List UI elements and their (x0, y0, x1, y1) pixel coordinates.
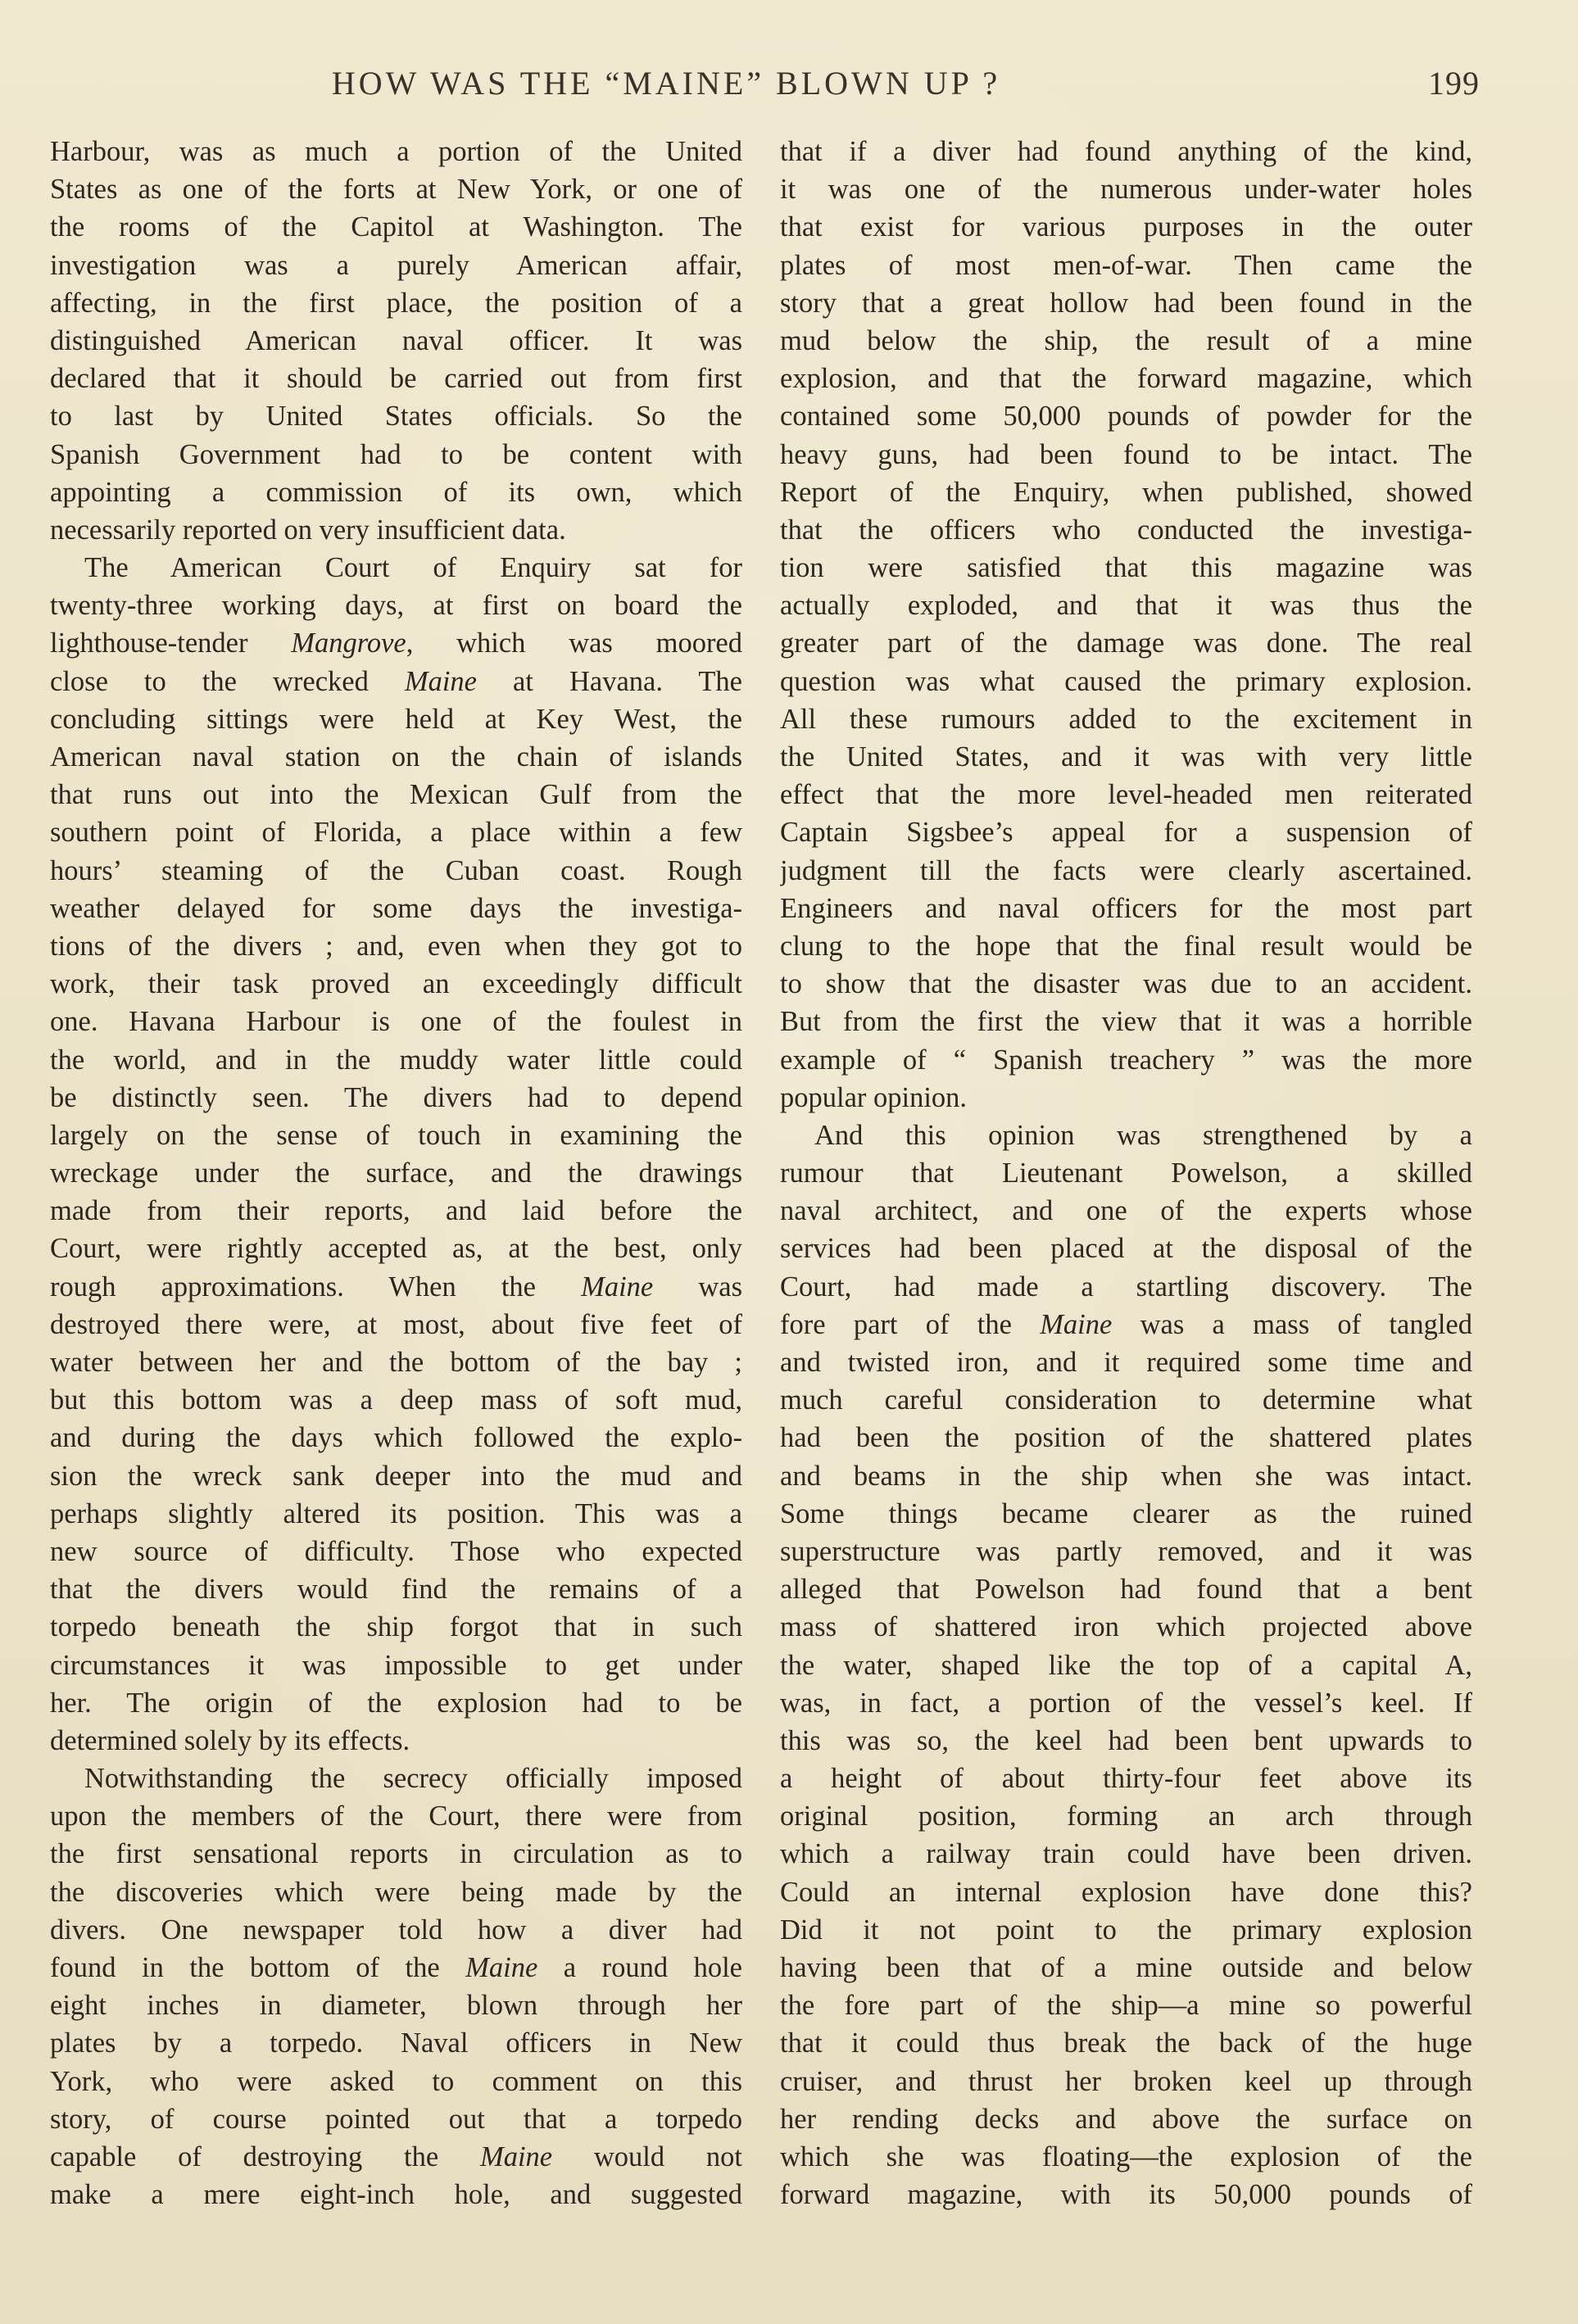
text-line: that the officers who conducted the investiga- (780, 514, 1472, 546)
text-line: plates by a torpedo. Naval officers in New (50, 2027, 742, 2059)
text-line: one. Havana Harbour is one of the foulest in (50, 1006, 742, 1038)
text-line: but this bottom was a deep mass of soft mud, (50, 1384, 742, 1416)
text-line: destroyed there were, at most, about five feet of (50, 1308, 742, 1340)
text-line: to show that the disaster was due to an accident. (780, 968, 1472, 1000)
text-line: declared that it should be carried out from first (50, 363, 742, 395)
ship-name-italic: Maine (479, 2141, 553, 2172)
text-line: contained some 50,000 pounds of powder for the (780, 401, 1472, 433)
text-run: was (653, 1271, 742, 1302)
text-run: lighthouse-tender (50, 627, 292, 659)
text-line: tions of the divers ; and, even when they got to (50, 930, 742, 962)
text-line: make a mere eight-inch hole, and suggested (50, 2179, 742, 2211)
text-run: , which was moored (406, 627, 742, 659)
text-line: weather delayed for some days the investiga- (50, 892, 742, 924)
text-line: circumstances it was impossible to get under (50, 1649, 742, 1681)
text-line: clung to the hope that the final result would be (780, 930, 1472, 962)
text-line: the fore part of the ship—a mine so powerful (780, 1990, 1472, 2022)
text-line: Did it not point to the primary explosion (780, 1914, 1472, 1946)
text-line: American naval station on the chain of islands (50, 741, 742, 772)
text-line: Court, were rightly accepted as, at the best, only (50, 1233, 742, 1265)
text-line: much careful consideration to determine what (780, 1384, 1472, 1416)
text-line: mass of shattered iron which projected above (780, 1611, 1472, 1643)
text-line: perhaps slightly altered its position. This was a (50, 1497, 742, 1529)
text-line: mud below the ship, the result of a mine (780, 324, 1472, 356)
text-run: close to the wrecked (50, 665, 405, 697)
text-line: Spanish Government had to be content with (50, 438, 742, 470)
text-line: divers. One newspaper told how a diver had (50, 1914, 742, 1946)
text-line: Report of the Enquiry, when published, showed (780, 476, 1472, 508)
right-text-column (780, 133, 1472, 2213)
text-line: forward magazine, with its 50,000 pounds of (780, 2179, 1472, 2211)
text-line: sion the wreck sank deeper into the mud and (50, 1460, 742, 1492)
text-line: necessarily reported on very insufficient data. (50, 514, 566, 546)
text-line: largely on the sense of touch in examining the (50, 1119, 742, 1151)
text-line: the discoveries which were being made by the (50, 1876, 742, 1908)
text-line: But from the first the view that it was a horrible (780, 1006, 1472, 1038)
ship-name-italic: Maine (465, 1952, 538, 1983)
text-run: was a mass of tangled (1112, 1308, 1472, 1340)
text-line: upon the members of the Court, there were from (50, 1801, 742, 1832)
text-line: actually exploded, and that it was thus the (780, 590, 1472, 622)
text-line: alleged that Powelson had found that a bent (780, 1574, 1472, 1606)
text-line: that it could thus break the back of the huge (780, 2027, 1472, 2059)
text-line: the water, shaped like the top of a capital A, (780, 1649, 1472, 1681)
text-line: services had been placed at the disposal of the (780, 1233, 1472, 1265)
text-line: story that a great hollow had been found in the (780, 287, 1472, 319)
text-line: Court, had made a startling discovery. The (780, 1271, 1472, 1302)
text-line: the rooms of the Capitol at Washington. The (50, 211, 742, 243)
text-line: example of “ Spanish treachery ” was the more (780, 1044, 1472, 1076)
text-run: capable of destroying the (50, 2141, 480, 2172)
text-line: affecting, in the first place, the position of a (50, 287, 742, 319)
text-line: it was one of the numerous under-water holes (780, 174, 1472, 206)
text-line: the first sensational reports in circulation as to (50, 1838, 742, 1870)
text-line: Some things became clearer as the ruined (780, 1497, 1472, 1529)
text-line: superstructure was partly removed, and it was (780, 1535, 1472, 1567)
text-run: fore part of the (780, 1308, 1041, 1340)
text-line: All these rumours added to the excitement in (780, 703, 1472, 735)
ship-name-italic: Maine (581, 1271, 654, 1302)
text-line (50, 1949, 742, 1986)
text-line: and during the days which followed the explo- (50, 1422, 742, 1454)
text-line: to last by United States officials. So the (50, 401, 742, 433)
text-line: tion were satisfied that this magazine was (780, 552, 1472, 584)
text-line: appointing a commission of its own, which (50, 476, 742, 508)
text-line: made from their reports, and laid before the (50, 1195, 742, 1227)
text-line: that exist for various purposes in the outer (780, 211, 1472, 243)
text-line: hours’ steaming of the Cuban coast. Rough (50, 854, 742, 886)
text-line: rumour that Lieutenant Powelson, a skilled (780, 1157, 1472, 1189)
text-line: new source of difficulty. Those who expected (50, 1535, 742, 1567)
text-line: having been that of a mine outside and below (780, 1952, 1472, 1983)
text-line: eight inches in diameter, blown through her (50, 1990, 742, 2022)
text-line: Harbour, was as much a portion of the United (50, 136, 742, 167)
text-line: investigation was a purely American affair, (50, 249, 742, 281)
text-line: distinguished American naval officer. It was (50, 324, 742, 356)
text-line: greater part of the damage was done. The real (780, 627, 1472, 659)
page-title: HOW WAS THE “MAINE” BLOWN UP ? (331, 65, 1001, 102)
text-run: rough approximations. When the (50, 1271, 582, 1302)
text-run: would not (552, 2141, 742, 2172)
text-line: a height of about thirty-four feet above its (780, 1763, 1472, 1795)
text-line: that if a diver had found anything of the kind, (780, 136, 1472, 167)
text-line: southern point of Florida, a place within a few (50, 817, 742, 849)
text-line: Notwithstanding the secrecy officially imposed (84, 1763, 742, 1795)
text-line (50, 624, 742, 662)
text-line: the world, and in the muddy water little could (50, 1044, 742, 1076)
running-head (0, 64, 1578, 113)
text-line: naval architect, and one of the experts whose (780, 1195, 1472, 1227)
text-run: found in the bottom of the (50, 1952, 466, 1983)
text-line: effect that the more level-headed men reiterated (780, 779, 1472, 811)
ship-name-italic: Maine (1040, 1308, 1113, 1340)
text-line: Could an internal explosion have done this? (780, 1876, 1472, 1908)
text-line: that the divers would find the remains of a (50, 1574, 742, 1606)
ship-name-italic: Maine (404, 665, 477, 697)
text-line: cruiser, and thrust her broken keel up through (780, 2065, 1472, 2097)
left-text-column (50, 133, 742, 2213)
text-line: wreckage under the surface, and the drawings (50, 1157, 742, 1189)
text-line: had been the position of the shattered plates (780, 1422, 1472, 1454)
text-run: a round hole (537, 1952, 742, 1983)
text-line: water between her and the bottom of the bay ; (50, 1347, 742, 1378)
text-line: concluding sittings were held at Key West, the (50, 703, 742, 735)
text-line: York, who were asked to comment on this (50, 2065, 742, 2097)
text-line: question was what caused the primary explosion. (780, 665, 1472, 697)
text-line: heavy guns, had been found to be intact. The (780, 438, 1472, 470)
text-line: this was so, the keel had been bent upwards to (780, 1724, 1472, 1756)
text-line (780, 1306, 1472, 1343)
text-run: at Havana. The (477, 665, 742, 697)
text-line: her rending decks and above the surface on (780, 2103, 1472, 2135)
text-line: original position, forming an arch through (780, 1801, 1472, 1832)
text-line: and twisted iron, and it required some time and (780, 1347, 1472, 1378)
text-line: The American Court of Enquiry sat for (84, 552, 742, 584)
text-line: which she was floating—the explosion of the (780, 2141, 1472, 2172)
text-line: her. The origin of the explosion had to be (50, 1687, 742, 1719)
text-line: judgment till the facts were clearly ascertained. (780, 854, 1472, 886)
text-line: popular opinion. (780, 1081, 968, 1113)
text-line: the United States, and it was with very little (780, 741, 1472, 772)
text-line: States as one of the forts at New York, or one of (50, 174, 742, 206)
text-line: torpedo beneath the ship forgot that in such (50, 1611, 742, 1643)
text-line: Engineers and naval officers for the most part (780, 892, 1472, 924)
text-line (50, 1268, 742, 1306)
text-line (50, 2138, 742, 2176)
text-line: Captain Sigsbee’s appeal for a suspension of (780, 817, 1472, 849)
text-line: twenty-three working days, at first on board the (50, 590, 742, 622)
text-line: And this opinion was strengthened by a (814, 1119, 1472, 1151)
text-line: work, their task proved an exceedingly difficult (50, 968, 742, 1000)
text-line: and beams in the ship when she was intact. (780, 1460, 1472, 1492)
text-line: plates of most men-of-war. Then came the (780, 249, 1472, 281)
text-line (50, 663, 742, 700)
page-number: 199 (1428, 65, 1480, 102)
text-line: story, of course pointed out that a torpedo (50, 2103, 742, 2135)
ship-name-italic: Mangrove (291, 627, 406, 659)
text-line: be distinctly seen. The divers had to depend (50, 1081, 742, 1113)
text-line: explosion, and that the forward magazine, which (780, 363, 1472, 395)
text-line: which a railway train could have been driven. (780, 1838, 1472, 1870)
text-line: determined solely by its effects. (50, 1724, 410, 1756)
text-line: that runs out into the Mexican Gulf from the (50, 779, 742, 811)
text-line: was, in fact, a portion of the vessel’s keel. If (780, 1687, 1472, 1719)
